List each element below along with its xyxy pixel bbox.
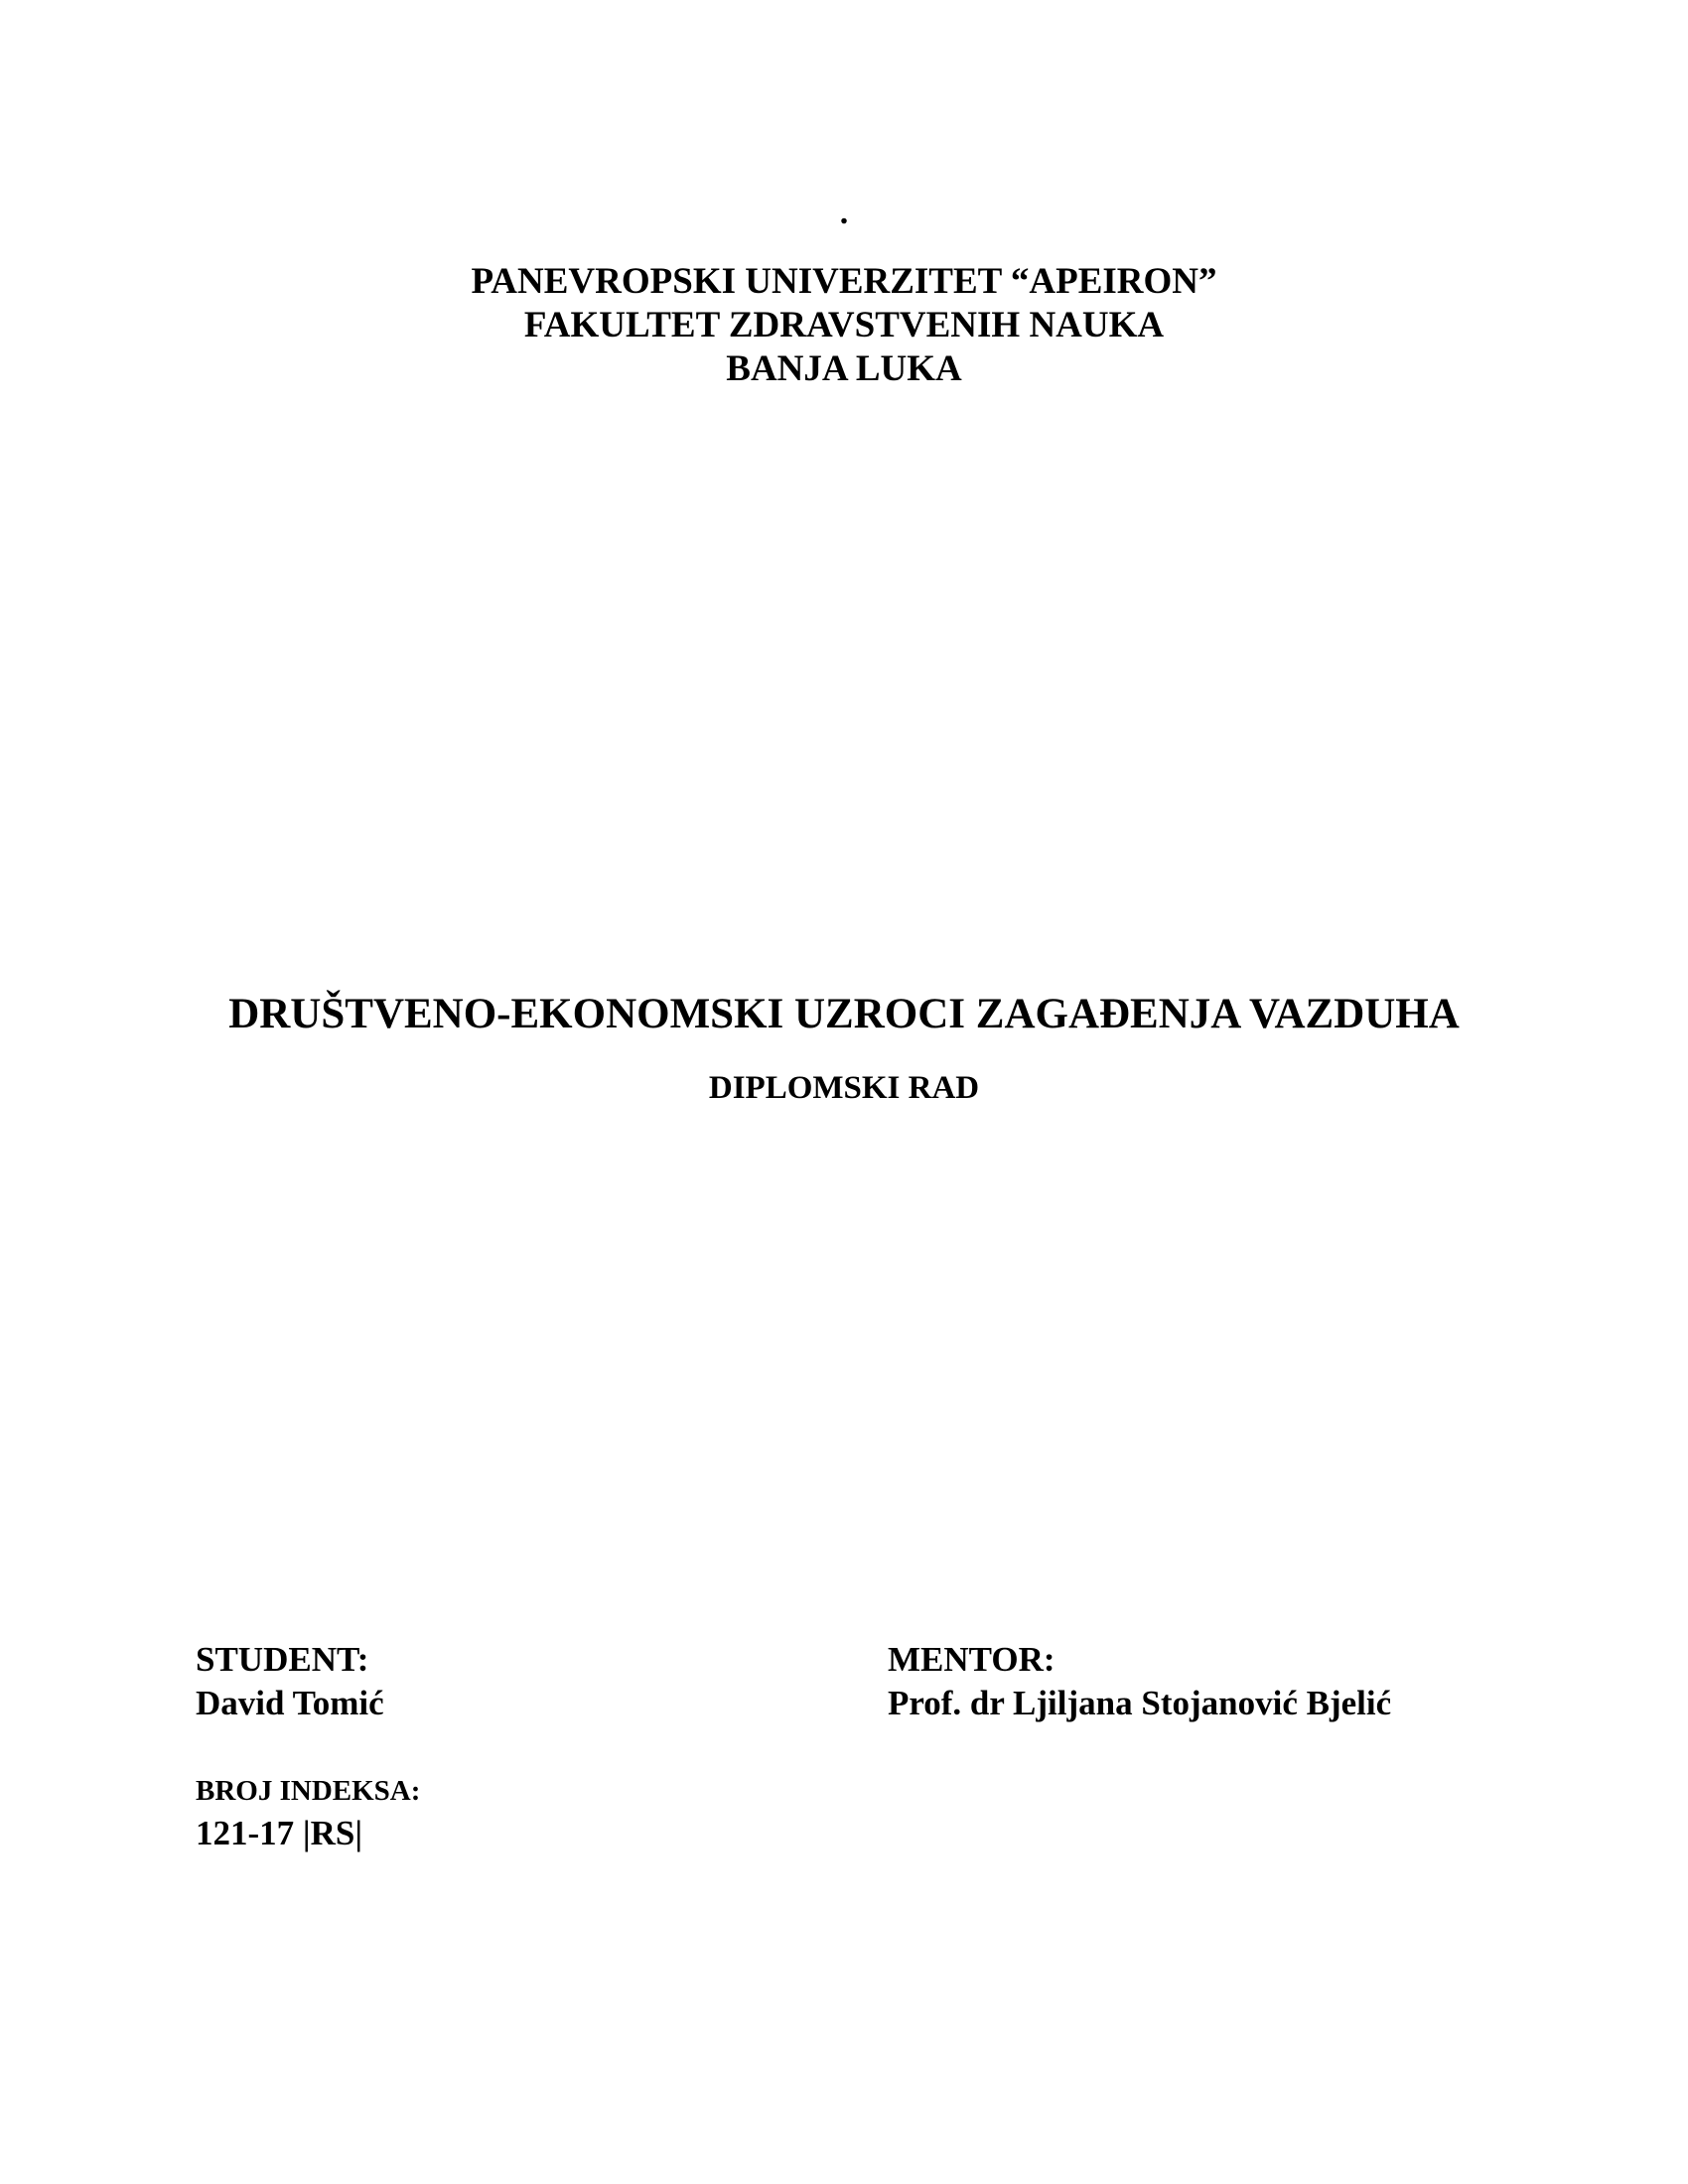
index-label: BROJ INDEKSA:: [196, 1775, 421, 1807]
thesis-type: DIPLOMSKI RAD: [708, 1070, 980, 1106]
student-block: [196, 1638, 384, 1725]
student-name: David Tomić: [196, 1684, 384, 1722]
mentor-name: Prof. dr Ljiljana Stojanović Bjelić: [888, 1684, 1392, 1722]
city-name: BANJA LUKA: [726, 348, 962, 389]
student-label: STUDENT:: [196, 1640, 369, 1679]
mentor-label: MENTOR:: [888, 1640, 1055, 1679]
thesis-title: DRUŠTVENO-EKONOMSKI UZROCI ZAGAĐENJA VAZDUHA: [228, 991, 1460, 1037]
header-dot: .: [839, 195, 849, 231]
university-name: PANEVROPSKI UNIVERZITET “APEIRON”: [471, 261, 1217, 302]
mentor-block: [888, 1638, 1391, 1725]
institution-header: [0, 260, 1688, 391]
index-block: [196, 1772, 420, 1857]
faculty-name: FAKULTET ZDRAVSTVENIH NAUKA: [523, 305, 1165, 345]
index-value: 121-17 |RS|: [196, 1814, 363, 1852]
